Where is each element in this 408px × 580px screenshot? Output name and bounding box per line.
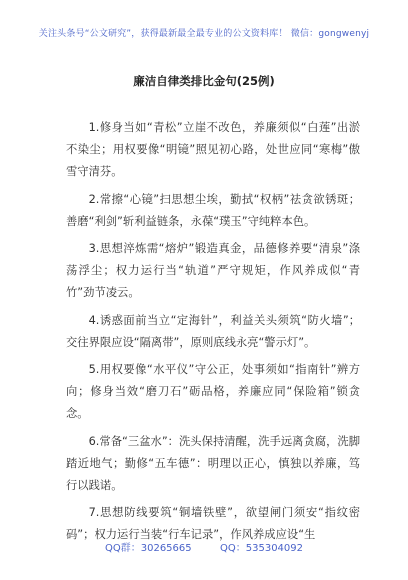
footer-qq-group: QQ群：30265665 <box>104 543 192 554</box>
paragraph-2: 2.常擦“心镜”扫思想尘埃，勤拭“权柄”祛贪欲锈斑；善磨“利剑”斩利益链条，永葆“璞玉”守纯粹本色。 <box>66 192 360 228</box>
paragraph-1: 1.修身当如“青松”立崖不改色，养廉须似“白莲”出淤不染尘；用权要像“明镜”照见初心路，处世应同“寒梅”傲雪守清芬。 <box>66 121 360 179</box>
paragraph-5: 5.用权要像“水平仪”守公正，处事须如“指南针”辨方向；修身当效“磨刀石”砺品格，养廉应同“保险箱”锁贪念。 <box>66 363 360 421</box>
header-notice: 关注头条号“公文研究”，获得最新最全最专业的公文资料库！ 微信：gongwenyj <box>38 29 370 39</box>
paragraph-6: 6.常备“三盆水”：洗头保持清醒，洗手远离贪腐，洗脚踏近地气；勤修“五车德”：明理以正心，慎独以养廉，笃行以践诺。 <box>66 434 360 493</box>
document-title: 廉洁自律类排比金句(25例) <box>133 74 275 88</box>
document-body <box>66 117 360 552</box>
paragraph-7: 7.思想防线要筑“铜墙铁壁”，欲望闸门须安“指纹密码”；权力运行当装“行车记录”，作风养成应设“生 <box>66 506 360 542</box>
paragraph-4: 4.诱惑面前当立“定海针”，利益关头须筑“防火墙”；交往界限应设“隔离带”，原则底线永亮“警示灯”。 <box>66 313 360 349</box>
footer-contact <box>0 539 408 554</box>
paragraph-3: 3.思想淬炼需“熔炉”锻造真金，品德修养要“清泉”涤荡浮尘；权力运行当“轨道”严守规矩，作风养成似“青竹”劲节凌云。 <box>66 242 360 300</box>
footer-qq-number: QQ：535304092 <box>220 543 304 554</box>
